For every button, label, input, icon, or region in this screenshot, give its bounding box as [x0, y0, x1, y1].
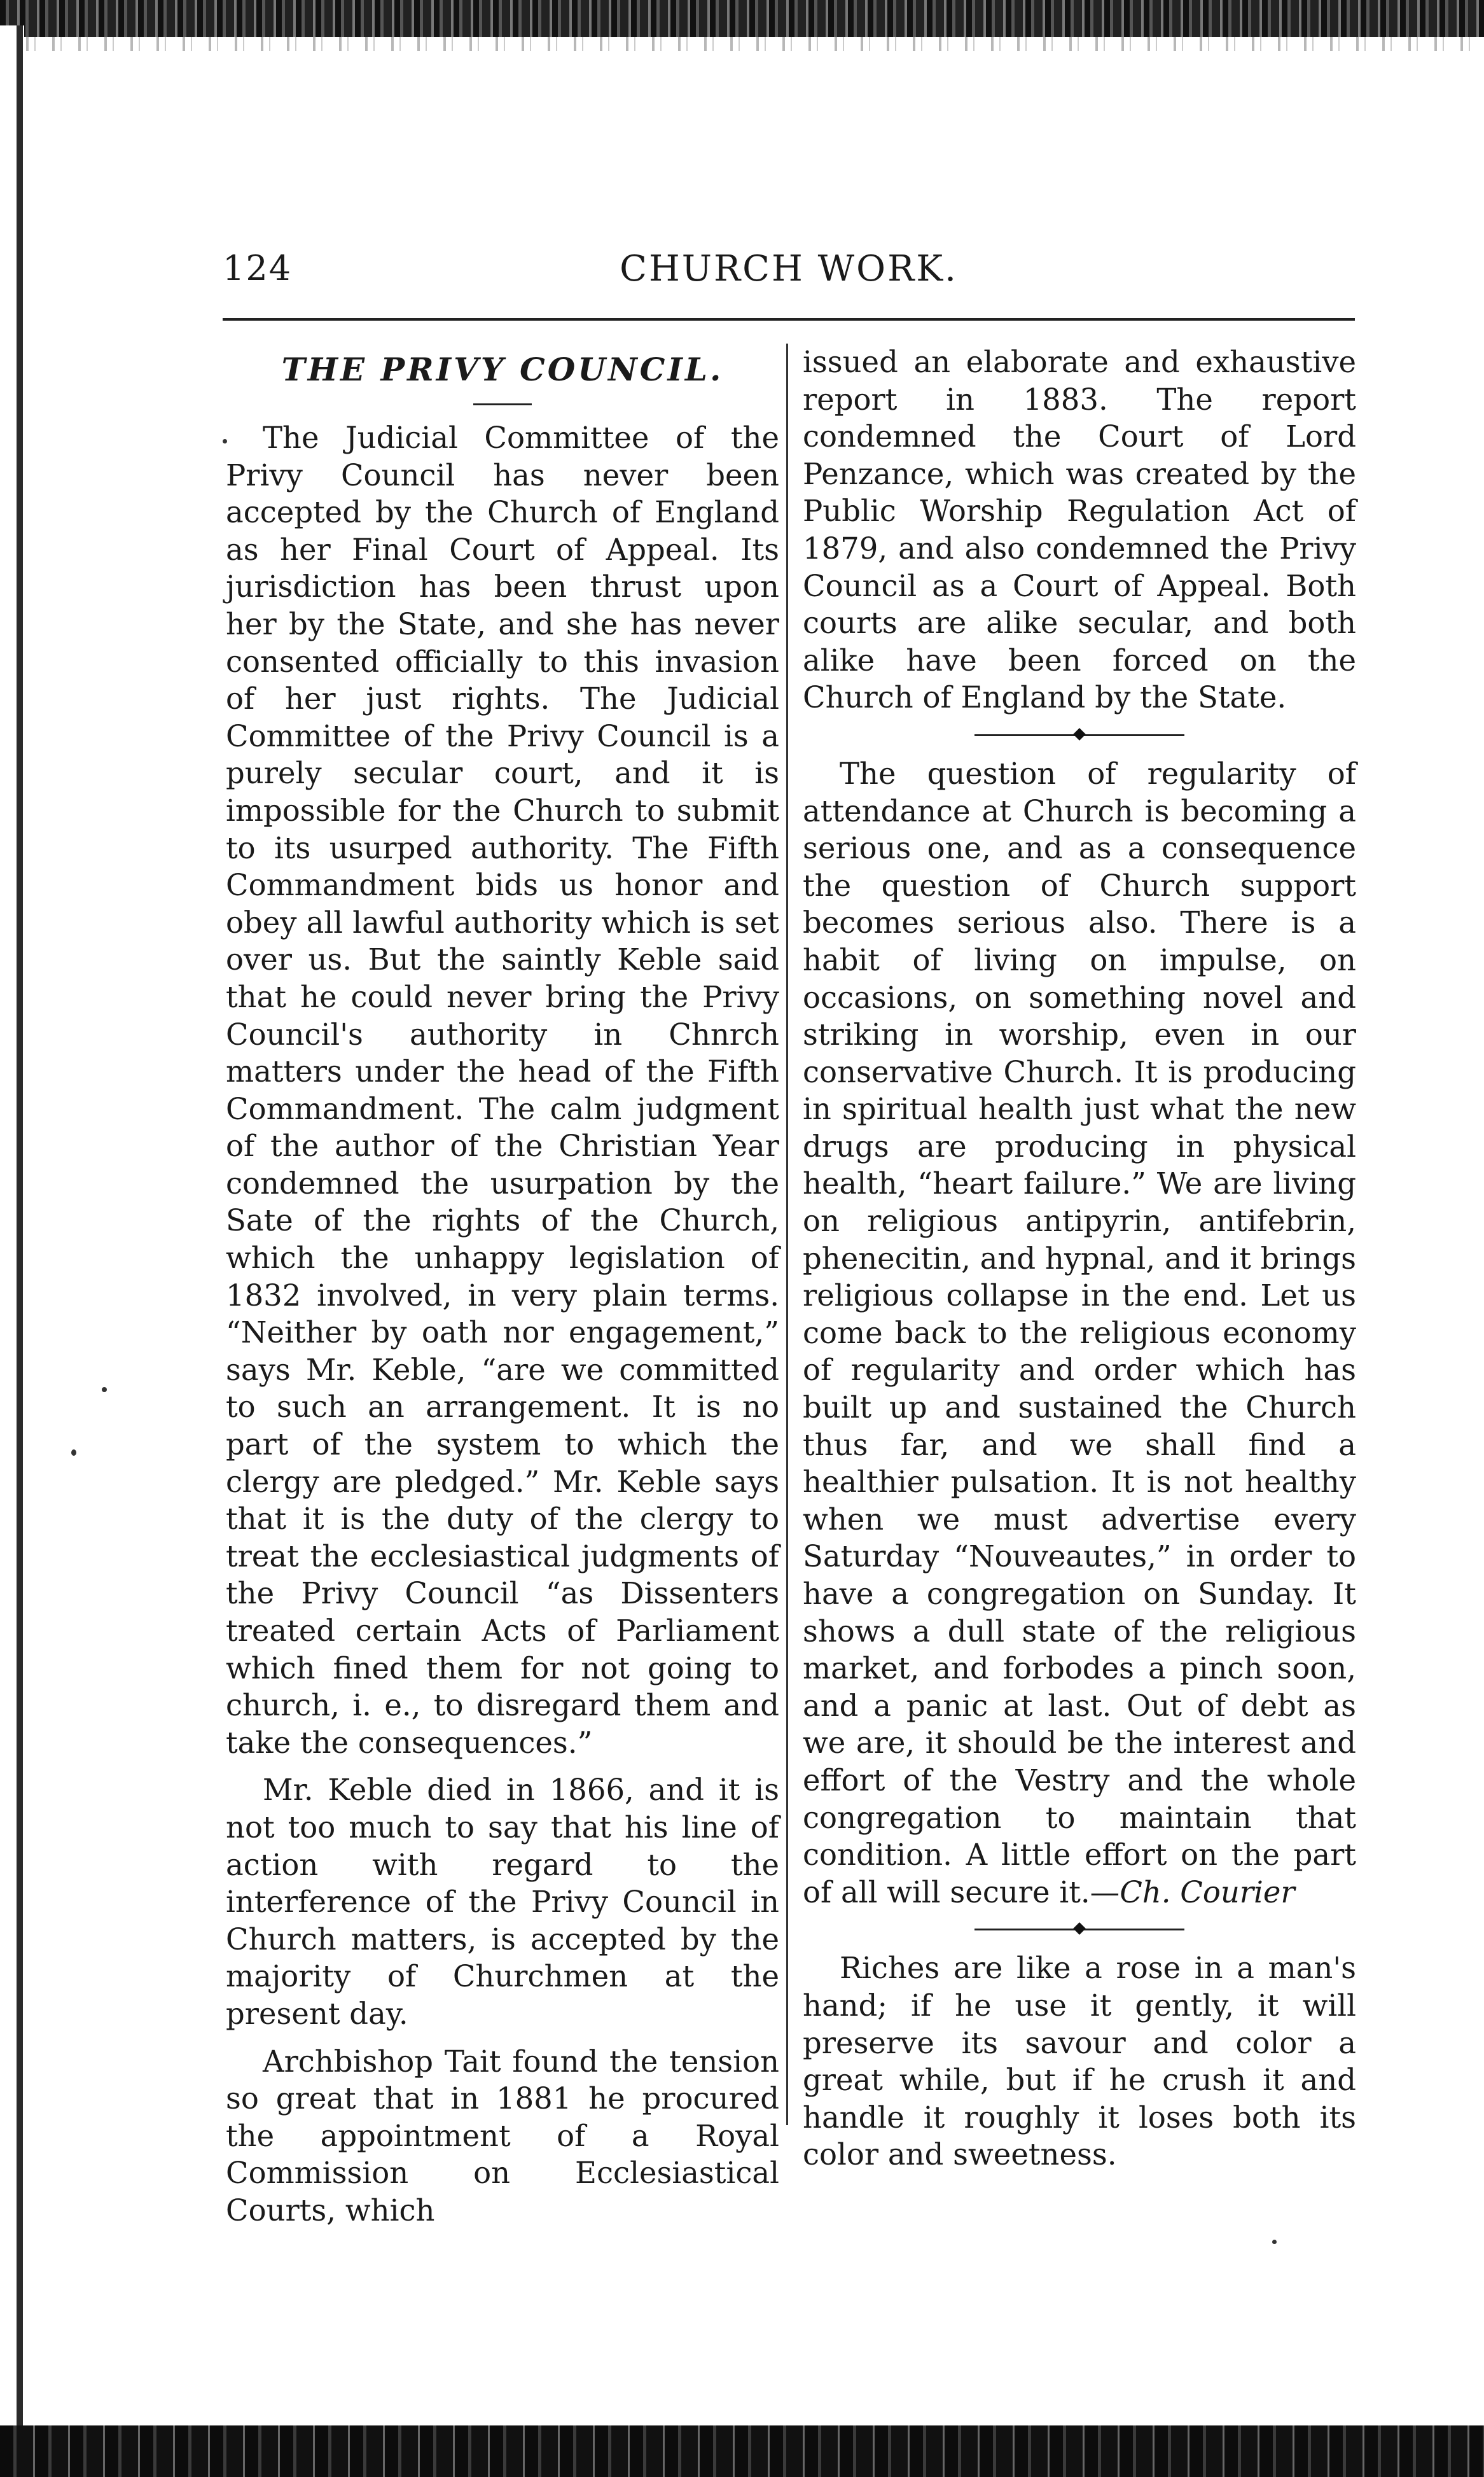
paragraph-archbishop-tait: Archbishop Tait found the tension so great that in 1881 he procured the appointment of a Royal Commission on Ecclesiastical Courts, which	[226, 2044, 779, 2228]
article-title: THE PRIVY COUNCIL.	[281, 351, 724, 388]
paragraph-regularity	[803, 755, 1356, 1911]
scan-border-top	[0, 0, 1484, 37]
page-number: 124	[223, 248, 293, 288]
running-head: CHURCH WORK.	[620, 248, 958, 290]
scan-border-left	[0, 25, 24, 2431]
scan-speck	[102, 1387, 107, 1392]
section-divider-2	[974, 1929, 1184, 1930]
paragraph-riches: Riches are like a rose in a man's hand; if he use it gently, it will preserve its savour and color a great while, but if he crush it and handle it roughly it loses both its color and sweetness.	[803, 1951, 1356, 2172]
scan-speck	[1272, 2240, 1277, 2244]
attribution: Ch. Courier	[1120, 1874, 1295, 1909]
regularity-text: The question of regularity of attendance at Church is becoming a serious one, and as a consequence the question of Church support becomes serious also. There is a habit of living on impulse, on occasions, on something novel and striking in worship, even in our conservative Church. It is producing in spiritual health just what the new drugs are producing in physical health, “heart failure.” We are living on religious antipyrin, antifebrin, phenecitin, and hypnal, and it brings religious collapse in the end. Let us come back to the religious economy of regularity and order which has built up and sustained the Church thus far, and we shall find a healthier pulsation. It is not healthy when we must advertise every Saturday “Nouveautes,” in order to have a congregation on Sunday. It shows a dull state of the religious market, and forbodes a pinch soon, and a panic at last. Out of debt as we are, it should be the interest and effort of the Vestry and the whole congregation to maintain that condition. A little effort on the part of all will secure it.—	[803, 756, 1356, 1909]
scan-speck	[223, 439, 227, 443]
left-column	[226, 344, 779, 2229]
paragraph-judicial-committee: The Judicial Committee of the Privy Council has never been accepted by the Church of England as her Final Court of Appeal. Its jurisdiction has been thrust upon her by the State, and she has never consented officially to this invasion of her just rights. The Judicial Committee of the Privy Council is a purely secular court, and it is impossible for the Church to submit to its usurped authority. The Fifth Commandment bids us honor and obey all lawful authority which is set over us. But the saintly Keble said that he could never bring the Privy Council's authority in Chnrch matters under the head of the Fifth Commandment. The calm judgment of the author of the Christian Year condemned the usurpation by the Sate of the rights of the Church, which the unhappy legislation of 1832 involved, in very plain terms. “Neither by oath nor engagement,” says Mr. Keble, “are we committed to such an arrangement. It is no part of the system to which the clergy are pledged.” Mr. Keble says that it is the duty of the clergy to treat the ecclesiastical judgments of the Privy Council “as Dissenters treated certain Acts of Parliament which fined them for not going to church, i. e., to disregard them and take the consequences.”	[226, 421, 779, 1760]
paragraph-keble-death: Mr. Keble died in 1866, and it is not too much to say that his line of action with regard to the interference of the Privy Council in Church matters, is accepted by the majority of Churchmen at the present day.	[226, 1773, 779, 2031]
column-divider	[786, 344, 788, 2125]
diamond-ornament-icon	[1073, 728, 1086, 741]
scan-border-bottom	[0, 2425, 1484, 2477]
scan-border-top-noise	[0, 37, 1484, 51]
section-divider-1	[974, 734, 1184, 736]
paragraph-report-continuation: issued an elaborate and exhaustive report in 1883. The report condemned the Court of Lord Penzance, which was created by the Public Worship Regulation Act of 1879, and also condemned the Privy Council as a Court of Appeal. Both courts are alike secular, and both alike have been forced on the Church of England by the State.	[803, 345, 1356, 715]
page-header	[223, 242, 1355, 299]
title-rule	[473, 403, 532, 405]
header-rule	[223, 318, 1355, 321]
diamond-ornament-icon	[1073, 1922, 1086, 1935]
scan-speck	[71, 1449, 76, 1456]
right-column	[803, 344, 1356, 2173]
